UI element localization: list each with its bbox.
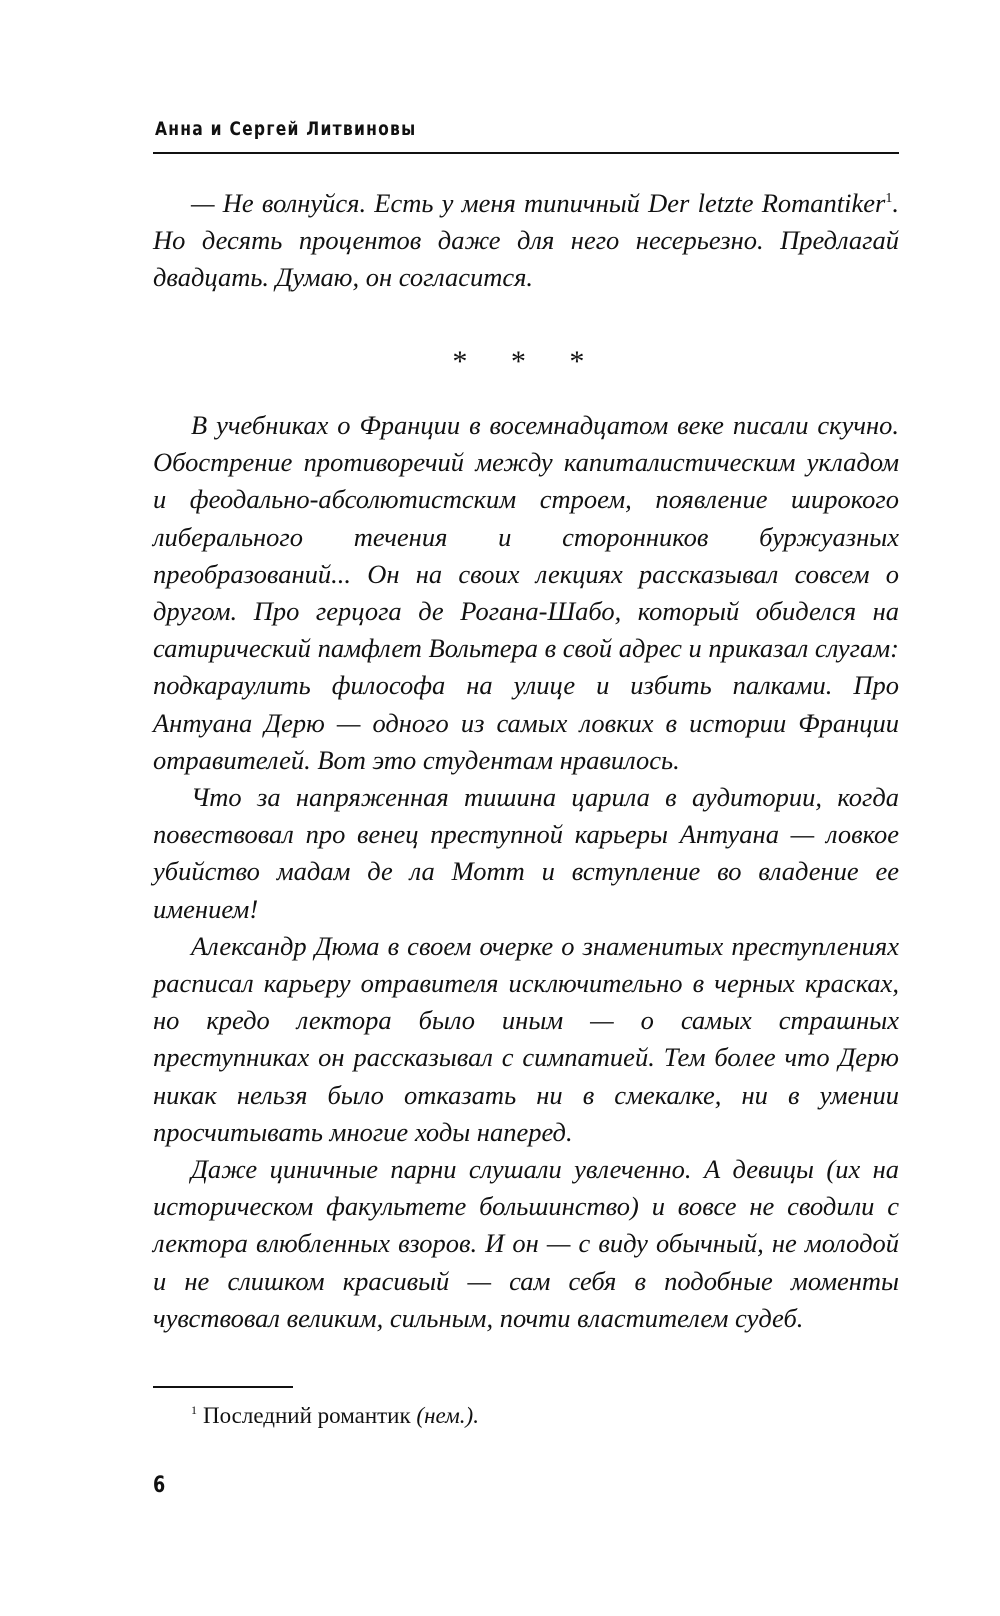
paragraph: Что за напряженная тишина царила в аудитории, когда повествовал про венец преступной карьеры Антуана — ловкое убийство мадам де ла Мотт и вступление во владение ее имением! bbox=[153, 782, 899, 924]
footnote-rule bbox=[153, 1386, 293, 1388]
footnote bbox=[191, 1403, 479, 1429]
section-separator: * * * bbox=[451, 345, 601, 378]
paragraph: Даже циничные парни слушали увлеченно. А девицы (их на историческом факультете большинство) и вовсе не сводили с лектора влюбленных взоров. И он — с виду обычный, не молодой и не слишком красивый — сам себя в подобные моменты чувствовал великим, сильным, почти властителем судеб. bbox=[153, 1154, 899, 1333]
footnote-language-note: (нем.). bbox=[416, 1403, 479, 1428]
paragraph: Александр Дюма в своем очерке о знаменитых преступлениях расписал карьеру отравителя исключительно в черных красках, но кредо лектора было иным — о самых страшных преступниках он рассказывал с симпатией. Тем более что Дерю никак нельзя было отказать ни в смекалке, ни в умении просчитывать многие ходы наперед. bbox=[153, 930, 899, 1147]
footnote-reference[interactable]: 1 bbox=[885, 191, 893, 207]
running-head: Анна и Сергей Литвиновы bbox=[155, 118, 417, 140]
paragraph: В учебниках о Франции в восемнадцатом веке писали скучно. Обострение противоречий между капиталистическим укладом и феодально-абсолютистским строем, появление широкого либерального течения и сторонников буржуазных преобразований... Он на своих лекциях рассказывал совсем о другом. Про герцога де Рогана-Шабо, который обиделся на сатирический памфлет Вольтера в свой адрес и приказал слугам: подкараулить философа на улице и избить палками. Про Антуана Дерю — одного из самых ловких в истории Франции отравителей. Вот это студентам нравилось. bbox=[153, 410, 899, 775]
dialogue-block bbox=[153, 185, 899, 297]
footnote-number: 1 bbox=[191, 1403, 197, 1418]
header-rule bbox=[153, 152, 899, 154]
body-text bbox=[153, 407, 899, 1337]
page-number: 6 bbox=[153, 1473, 166, 1498]
footnote-text: Последний романтик bbox=[203, 1403, 417, 1428]
dialogue-text-end: . Но десять процентов даже для него несерьезно. Предлагай двадцать. Думаю, он согласится. bbox=[153, 188, 899, 293]
dialogue-text-start: — Не волнуйся. Есть у меня типичный Der letzte Romantiker bbox=[191, 188, 886, 218]
dialogue-paragraph bbox=[153, 185, 899, 297]
